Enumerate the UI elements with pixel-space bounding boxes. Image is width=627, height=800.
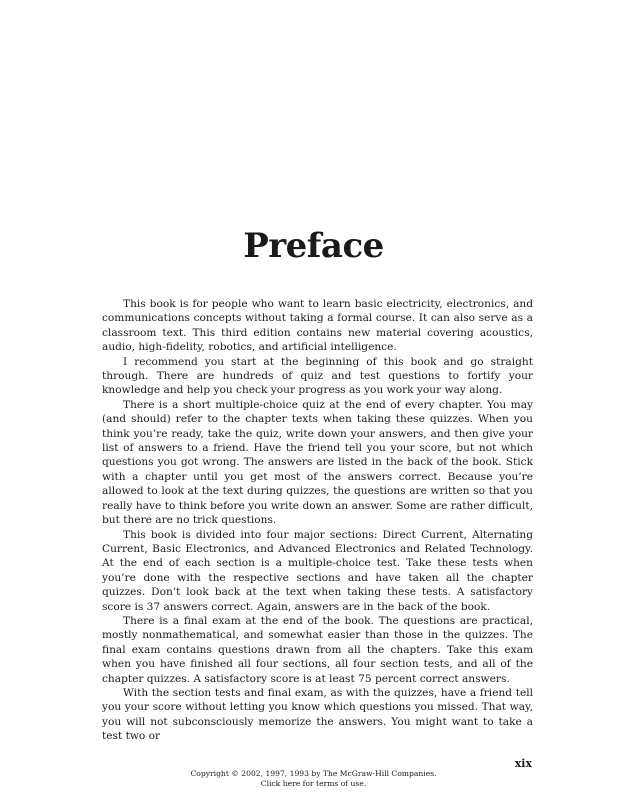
paragraph: I recommend you start at the beginning of this book and go straight through. There are hundreds of quiz and test questions to fortify your knowledge and help you check your progress as you work your way along. xyxy=(102,355,533,397)
preface-body xyxy=(102,297,533,744)
paragraph: This book is for people who want to learn basic electricity, electronics, and communications concepts without taking a formal course. It can also serve as a classroom text. This third edition contains new material covering acoustics, audio, high-fidelity, robotics, and artificial intelligence. xyxy=(102,298,533,354)
paragraph: There is a final exam at the end of the book. The questions are practical, mostly nonmathematical, and somewhat easier than those in the quizzes. The final exam contains questions drawn from all the chapters. Take this exam when you have finished all four sections, all four section tests, and all of the chapter quizzes. A satisfactory score is at least 75 percent correct answers. xyxy=(102,614,533,685)
paragraph: There is a short multiple-choice quiz at the end of every chapter. You may (and should) refer to the chapter texts when taking these quizzes. When you think you’re ready, take the quiz, write down your answers, and then give your list of answers to a friend. Have the friend tell you your score, but not which questions you got wrong. The answers are listed in the back of the book. Stick with a chapter until you get most of the answers correct. Because you’re allowed to look at the text during quizzes, the questions are written so that you really have to think before you write down an answer. Some are rather difficult, but there are no trick questions. xyxy=(102,398,533,527)
copyright-notice: Copyright © 2002, 1997, 1993 by The McGraw-Hill Companies. xyxy=(190,769,437,778)
page-number: xix xyxy=(514,757,532,770)
terms-of-use-link[interactable]: Click here for terms of use. xyxy=(260,779,367,788)
paragraph: This book is divided into four major sections: Direct Current, Alternating Current, Basic Electronics, and Advanced Electronics and Related Technology. At the end of each section is a multiple-choice test. Take these tests when you’re done with the respective sections and have taken all the chapter quizzes. Don’t look back at the text when taking these tests. A satisfactory score is 37 answers correct. Again, answers are in the back of the book. xyxy=(102,528,533,613)
page-title: Preface xyxy=(243,226,384,266)
paragraph: With the section tests and final exam, as with the quizzes, have a friend tell you your score without letting you know which questions you missed. That way, you will not subconsciously memorize the answers. You might want to take a test two or xyxy=(102,686,533,743)
copyright-footer xyxy=(0,769,627,789)
